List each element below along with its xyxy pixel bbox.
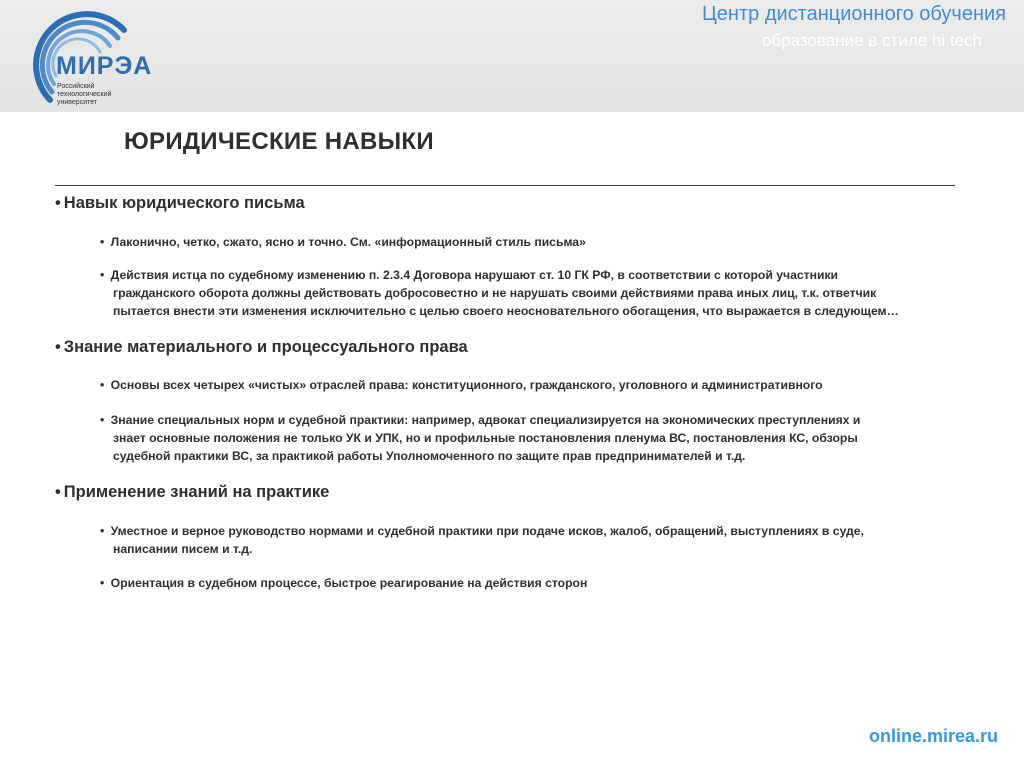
logo-subtitle-line: университет	[57, 99, 98, 106]
bullet-icon: •	[55, 483, 61, 501]
section-heading	[55, 338, 468, 357]
section-heading	[55, 483, 329, 502]
list-item-text: Лаконично, четко, сжато, ясно и точно. См. «информационный стиль письма»	[110, 235, 586, 249]
list-item-line: пытается внести эти изменения исключительно с целью своего неосновательного обогащения, что выражается в следующем…	[113, 304, 899, 318]
logo-subtitle-line: Российский	[57, 83, 95, 90]
logo-subtitle-line: технологический	[57, 91, 112, 98]
bullet-icon: •	[100, 413, 105, 427]
header-band	[0, 0, 1024, 112]
list-item-text: Основы всех четырех «чистых» отраслей права: конституционного, гражданского, уголовного и административного	[110, 378, 823, 392]
list-item-line	[100, 574, 587, 592]
list-item-line	[100, 522, 864, 540]
section-heading-text: Навык юридического письма	[63, 194, 305, 212]
list-item-line: гражданского оборота должны действовать добросовестно и не нарушать своими действиями права иных лиц, т.к. ответчик	[113, 286, 877, 300]
list-item	[100, 522, 864, 558]
list-item-line	[100, 411, 860, 429]
list-item-text: Действия истца по судебному изменению п. 2.3.4 Договора нарушают ст. 10 ГК РФ, в соответствии с которой участники	[110, 268, 839, 282]
bullet-icon: •	[100, 268, 105, 282]
logo-name: МИРЭА	[56, 52, 153, 80]
list-item-line	[100, 376, 823, 394]
list-item-text: Знание специальных норм и судебной практики: например, адвокат специализируется на экономических преступлениях и	[110, 413, 861, 427]
footer-url: online.mirea.ru	[868, 726, 998, 746]
mirea-logo	[6, 6, 176, 110]
bullet-icon: •	[55, 338, 61, 356]
list-item-line	[100, 266, 899, 284]
bullet-icon: •	[100, 378, 105, 392]
bullet-icon: •	[100, 576, 105, 590]
list-item-text: Ориентация в судебном процессе, быстрое реагирование на действия сторон	[110, 576, 588, 590]
list-item	[100, 266, 899, 320]
list-item-line: судебной практики ВС, за практикой работы Уполномоченного по защите прав предпринимателей и т.д.	[113, 449, 746, 463]
list-item-text: Уместное и верное руководство нормами и судебной практики при подаче исков, жалоб, обращений, выступлениях в суде,	[110, 524, 864, 538]
list-item-line	[100, 233, 586, 251]
bullet-icon: •	[55, 194, 61, 212]
list-item	[100, 574, 587, 592]
section-heading-text: Знание материального и процессуального права	[63, 338, 468, 356]
slide-title: ЮРИДИЧЕСКИЕ НАВЫКИ	[124, 128, 434, 155]
center-tagline: образование в стиле hi tech	[761, 31, 982, 50]
title-divider	[55, 185, 955, 186]
list-item	[100, 411, 860, 465]
bullet-icon: •	[100, 524, 105, 538]
logo-subtitle	[57, 83, 137, 107]
list-item-line: знает основные положения не только УК и УПК, но и профильные постановления пленума ВС, постановления КС, обзоры	[113, 431, 858, 445]
bullet-icon: •	[100, 235, 105, 249]
list-item	[100, 233, 586, 251]
list-item-line: написании писем и т.д.	[113, 542, 253, 556]
section-heading	[55, 194, 305, 213]
list-item	[100, 376, 823, 394]
center-title: Центр дистанционного обучения	[702, 3, 1006, 25]
section-heading-text: Применение знаний на практике	[63, 483, 330, 501]
